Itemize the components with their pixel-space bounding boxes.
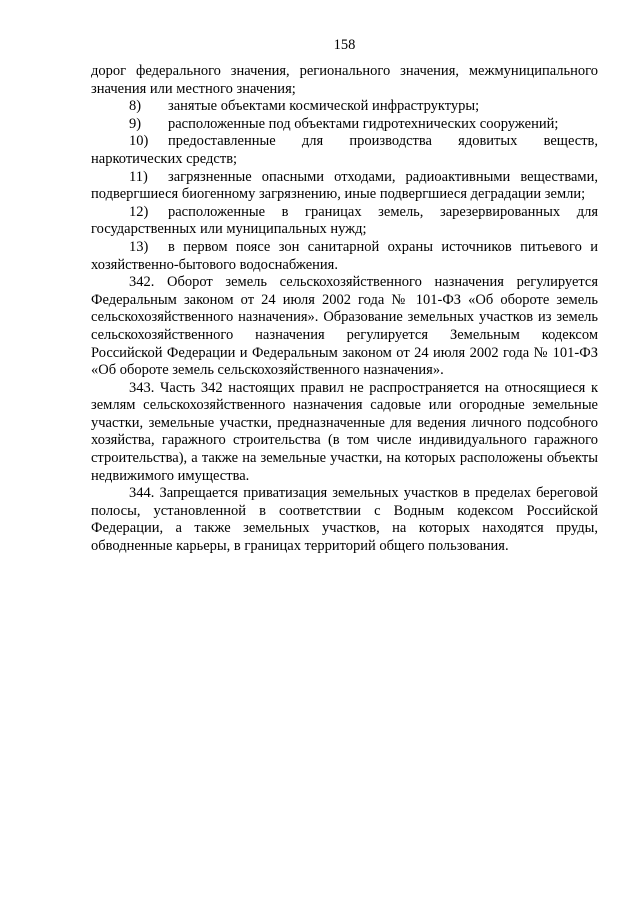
list-item-text: предоставленные для производства ядовитых веществ, наркотических средств; [91,133,598,167]
list-item-text: в первом поясе зон санитарной охраны источников питьевого и хозяйственно-бытового водоснабжения. [91,238,598,273]
list-item-text: занятые объектами космической инфраструктуры; [168,98,480,115]
list-item [91,116,598,134]
list-item-number: 13) [129,238,149,255]
paragraph-343: 343. Часть 342 настоящих правил не распространяется на относящиеся к землям сельскохозяйственного назначения садовые или огородные земельные участки, земельные участки, предназначенные для ведения личного подсобного хозяйства, гаражного строительства (в том числе индивидуального гаражного строительства), а также на земельные участки, на которых расположены объекты недвижимого имущества. [91,379,598,484]
list-item [91,239,598,274]
continuation-paragraph: дорог федерального значения, регионального значения, межмуниципального значения или местного значения; [91,63,598,97]
list-item-number: 8) [129,98,142,115]
list-item-number: 9) [129,115,142,132]
list-item-text: загрязненные опасными отходами, радиоактивными веществами, подвергшиеся биогенному загрязнению, иные подвергшиеся деградации земли; [91,168,598,203]
paragraph-344: 344. Запрещается приватизация земельных участков в пределах береговой полосы, установленной в соответствии с Водным кодексом Российской Федерации, а также земельных участков, на которых находятся пруды, обводненные карьеры, в границах территорий общего пользования. [91,485,598,555]
list-item-text: расположенные в границах земель, зарезервированных для государственных или муниципальных нужд; [91,203,598,238]
list-item [91,133,598,168]
paragraph-342: 342. Оборот земель сельскохозяйственного назначения регулируется Федеральным законом от 24 июля 2002 года № 101-ФЗ «Об обороте земель сельскохозяйственного назначения». Образование земельных участков из земель сельскохозяйственного назначения регулируется Земельным кодексом Российской Федерации и Федеральным законом от 24 июля 2002 года № 101-ФЗ «Об обороте земель сельскохозяйственного назначения». [91,274,598,379]
page-body [91,63,598,556]
list-item [91,169,598,204]
list-item-number: 10) [129,133,149,150]
list-item [91,204,598,239]
list-item [91,98,598,116]
list-item-text: расположенные под объектами гидротехнических сооружений; [168,115,559,132]
page-number: 158 [333,37,356,53]
list-item-number: 11) [129,168,148,185]
list-item-number: 12) [129,203,149,220]
